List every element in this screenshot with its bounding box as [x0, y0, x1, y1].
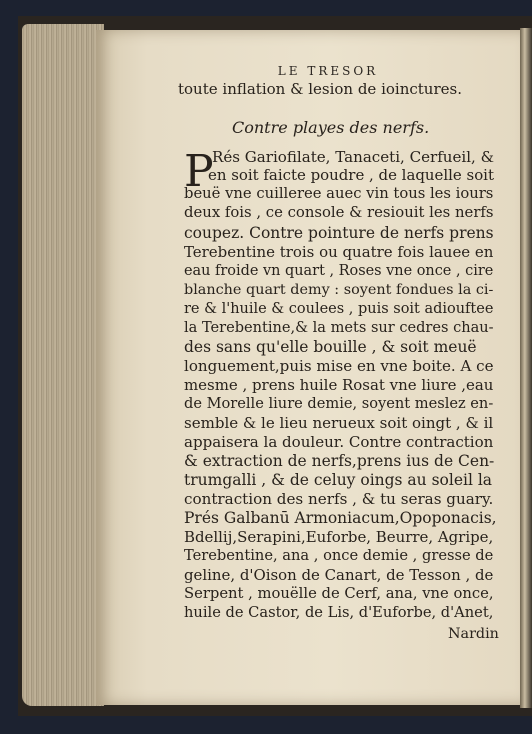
- body-line-4: deux fois , ce console & resiouit les nerfs: [184, 204, 494, 221]
- body-line-15: semble & le lieu nerueux soit oingt , & il: [184, 414, 494, 432]
- body-line-22: Terebentine, ana , once demie , gresse de: [184, 547, 494, 564]
- body-line-18: trumgalli , & de celuy oings au soleil la: [184, 471, 493, 489]
- body-line-8: blanche quart demy : soyent fondues la ci-: [184, 282, 494, 298]
- body-line-21: Bdellij,Serapini,Euforbe, Beurre, Agripe,: [184, 528, 494, 546]
- body-line-6: Terebentine trois ou quatre fois lauee en: [184, 243, 494, 261]
- catchword: Nardin: [448, 626, 499, 642]
- body-line-20: Prés Galbanū Armoniacum,Opoponacis,: [184, 509, 497, 527]
- section-title: Contre playes des nerfs.: [232, 118, 430, 137]
- body-line-5: coupez. Contre pointure de nerfs prens: [184, 224, 494, 242]
- body-line-9: re & l'huile & coulees , puis soit adiouftee: [184, 301, 494, 317]
- body-line-24: Serpent , mouëlle de Cerf, ana, vne once,: [184, 585, 494, 602]
- body-line-23: geline, d'Oison de Canart, de Tesson , de: [184, 566, 494, 584]
- body-line-17: & extraction de nerfs,prens ius de Cen-: [184, 452, 495, 470]
- facing-page-edge: [520, 28, 532, 708]
- body-line-12: longuement,puis mise en vne boite. A ce: [184, 357, 494, 375]
- body-line-1: Rés Gariofilate, Tanaceti, Cerfueil, &: [212, 148, 495, 166]
- body-line-14: de Morelle liure demie, soyent meslez en-: [184, 395, 494, 412]
- running-head: LE TRESOR: [277, 64, 379, 78]
- top-line: toute inflation & lesion de ioinctures.: [178, 80, 462, 98]
- body-line-2: en soit faicte poudre , de laquelle soit: [208, 166, 494, 184]
- drop-cap: P: [184, 146, 214, 197]
- body-line-19: contraction des nerfs , & tu seras guary.: [184, 490, 494, 508]
- body-line-10: la Terebentine,& la mets sur cedres chau-: [184, 319, 494, 336]
- body-line-25: huile de Castor, de Lis, d'Euforbe, d'Anet,: [184, 604, 494, 621]
- body-line-13: mesme , prens huile Rosat vne liure ,eau: [184, 376, 494, 394]
- body-line-7: eau froide vn quart , Roses vne once , cire: [184, 263, 494, 279]
- body-line-11: des sans qu'elle bouille , & soit meuë: [184, 338, 477, 356]
- page-edges: [22, 24, 104, 706]
- body-line-16: appaisera la douleur. Contre contraction: [184, 433, 494, 451]
- body-line-3: beuë vne cuilleree auec vin tous les iours: [184, 185, 494, 202]
